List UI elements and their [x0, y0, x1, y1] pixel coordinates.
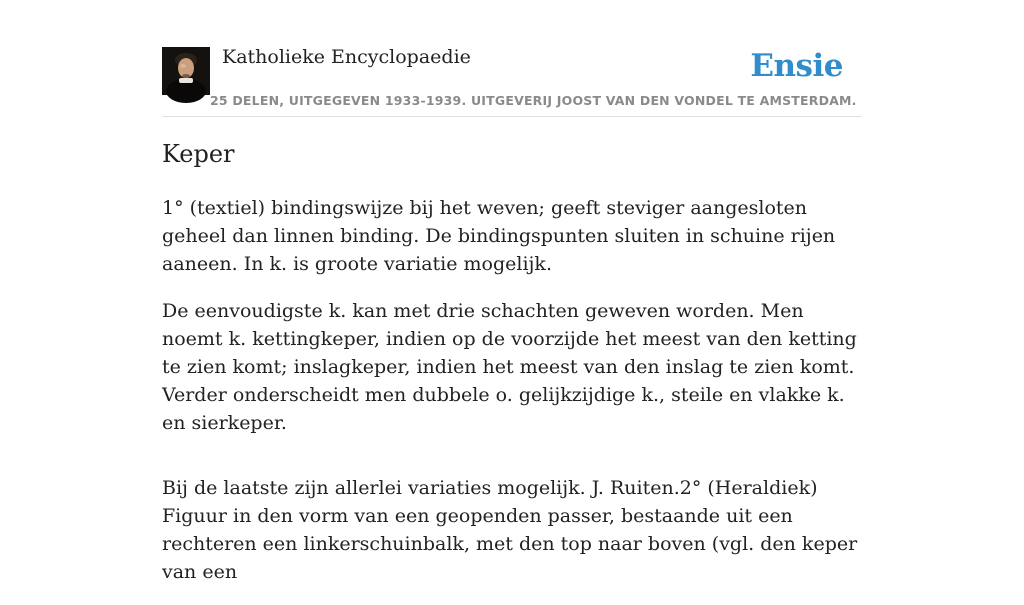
page-header	[162, 46, 862, 117]
article-title: Keper	[162, 140, 235, 168]
article-paragraph: De eenvoudigste k. kan met drie schachten geweven worden. Men noemt k. kettingkeper, indien op de voorzijde het meest van den ketting te zien komt; inslagkeper, indien het meest van den inslag te zien komt. Verder onderscheidt men dubbele o. gelijkzijdige k., steile en vlakke k. en sierkeper.	[162, 300, 857, 434]
article-paragraph: Bij de laatste zijn allerlei variaties mogelijk. J. Ruiten.2° (Heraldiek) Figuur in den vorm van een geopenden passer, bestaande uit een rechteren een linkerschuinbalk, met den top naar boven (vgl. den keper van een	[162, 477, 858, 583]
source-subtitle: 25 DELEN, UITGEGEVEN 1933-1939. UITGEVERIJ JOOST VAN DEN VONDEL TE AMSTERDAM.	[210, 93, 857, 108]
source-avatar[interactable]	[162, 47, 210, 95]
portrait-image	[162, 47, 210, 95]
article	[162, 138, 867, 605]
article-paragraph: 1° (textiel) bindingswijze bij het weven; geeft steviger aangesloten geheel dan linnen binding. De bindingspunten sluiten in schuine rijen aaneen. In k. is groote variatie mogelijk.	[162, 197, 836, 275]
source-title[interactable]: Katholieke Encyclopaedie	[222, 46, 471, 68]
ensie-logo[interactable]: Ensie	[750, 48, 843, 84]
